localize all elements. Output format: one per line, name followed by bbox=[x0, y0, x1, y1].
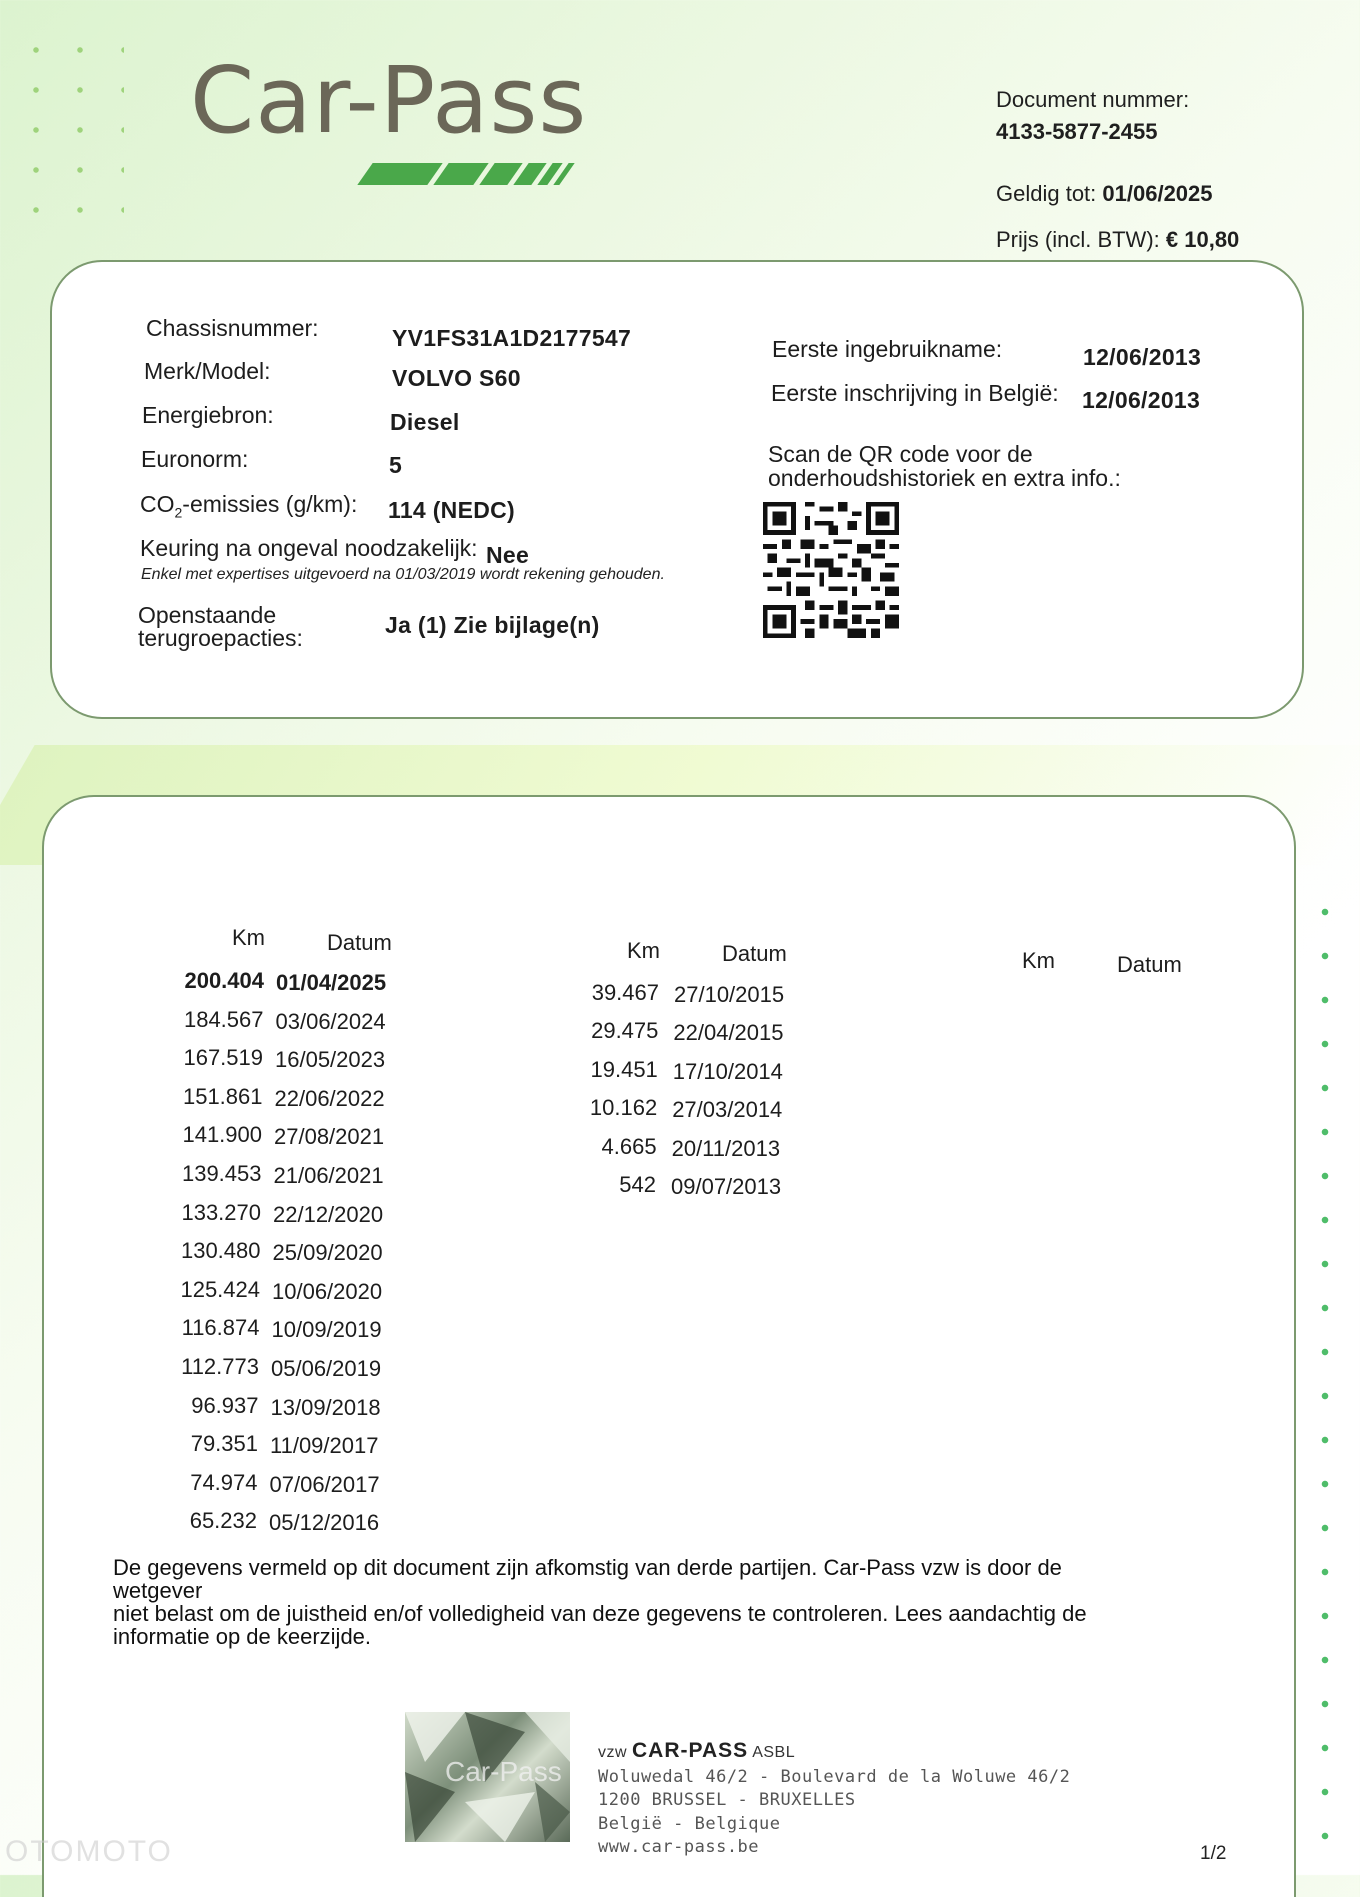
co2-value: 114 (NEDC) bbox=[388, 497, 515, 523]
valid-until: 01/06/2025 bbox=[1102, 180, 1213, 206]
mileage-date: 07/06/2017 bbox=[269, 1471, 380, 1497]
fuel-value: Diesel bbox=[390, 409, 460, 435]
first-use-value: 12/06/2013 bbox=[1083, 344, 1202, 370]
org-name: CAR-PASS bbox=[632, 1739, 749, 1762]
logo-text: Car-Pass bbox=[190, 47, 588, 154]
document-number-label: Document nummer: bbox=[996, 87, 1190, 112]
mileage-date: 05/06/2019 bbox=[271, 1356, 382, 1381]
decorative-dots-right bbox=[1318, 890, 1332, 1860]
car-pass-logo bbox=[190, 47, 590, 195]
disclaimer-line2: niet belast om de juistheid en/of volledigheid van deze gegevens te controleren. Lees aandachtig de bbox=[113, 1601, 1087, 1627]
recall-label bbox=[138, 604, 303, 650]
mileage-date: 10/06/2020 bbox=[272, 1278, 383, 1304]
co2-label bbox=[140, 491, 357, 521]
mileage-date: 17/10/2014 bbox=[672, 1058, 783, 1084]
qr-instructions-line2: onderhoudshistoriek en extra info.: bbox=[768, 465, 1121, 492]
qr-code-icon[interactable] bbox=[763, 502, 899, 638]
mileage-km: 167.519 bbox=[183, 1045, 263, 1071]
mileage-km: 542 bbox=[619, 1172, 656, 1197]
mileage-km: 29.475 bbox=[591, 1018, 659, 1044]
footer-address bbox=[598, 1737, 1070, 1860]
mileage-history-panel bbox=[42, 795, 1296, 1897]
chassis-label: Chassisnummer: bbox=[146, 315, 319, 341]
mileage-km: 125.424 bbox=[180, 1276, 260, 1302]
disclaimer-line1: De gegevens vermeld op dit document zijn afkomstig van derde partijen. Car-Pass vzw is door de wetgever bbox=[113, 1555, 1062, 1604]
qr-instructions bbox=[768, 442, 1121, 490]
mileage-date: 20/11/2013 bbox=[671, 1135, 781, 1161]
mileage-km: 141.900 bbox=[182, 1122, 262, 1148]
mileage-date: 10/09/2019 bbox=[271, 1317, 382, 1343]
mileage-date: 01/04/2025 bbox=[276, 970, 387, 995]
mileage-km: 112.773 bbox=[181, 1354, 259, 1379]
recall-label-line1: Openstaande bbox=[138, 602, 277, 628]
price-label: Prijs (incl. BTW): bbox=[996, 226, 1160, 252]
card-text: Car-Pass bbox=[445, 1756, 562, 1787]
mileage-date: 27/10/2015 bbox=[674, 982, 785, 1007]
mileage-km: 184.567 bbox=[183, 1006, 264, 1032]
inspection-note: Enkel met expertises uitgevoerd na 01/03/2019 wordt rekening gehouden. bbox=[141, 566, 665, 583]
disclaimer bbox=[113, 1556, 1133, 1648]
document-number: 4133-5877-2455 bbox=[996, 118, 1158, 144]
co2-label-pre: CO bbox=[140, 491, 175, 517]
col3-km-header: Km bbox=[1022, 948, 1055, 973]
address-line2: 1200 BRUSSEL - BRUXELLES bbox=[598, 1790, 856, 1811]
disclaimer-line3: informatie op de keerzijde. bbox=[113, 1624, 372, 1650]
mileage-km: 151.861 bbox=[182, 1083, 263, 1109]
logo-bars-icon bbox=[365, 163, 567, 185]
mileage-date: 27/03/2014 bbox=[672, 1097, 783, 1123]
inspection-value: Nee bbox=[486, 542, 530, 568]
chassis-value: YV1FS31A1D2177547 bbox=[392, 325, 632, 351]
price: € 10,80 bbox=[1165, 226, 1240, 252]
mileage-date: 13/09/2018 bbox=[270, 1394, 381, 1420]
mileage-km: 65.232 bbox=[189, 1508, 257, 1534]
website-link[interactable]: www.car-pass.be bbox=[598, 1837, 760, 1858]
mileage-km: 130.480 bbox=[180, 1238, 261, 1264]
mileage-date: 22/12/2020 bbox=[273, 1201, 384, 1227]
mileage-km: 79.351 bbox=[190, 1431, 258, 1457]
valid-until-label: Geldig tot: bbox=[996, 180, 1097, 206]
mileage-km: 116.874 bbox=[181, 1315, 260, 1341]
mileage-date: 25/09/2020 bbox=[272, 1240, 383, 1266]
first-use-label: Eerste ingebruikname: bbox=[772, 336, 1003, 362]
mileage-km: 96.937 bbox=[191, 1392, 259, 1418]
col3-date-header: Datum bbox=[1117, 952, 1182, 977]
mileage-date: 03/06/2024 bbox=[275, 1008, 386, 1034]
euronorm-value: 5 bbox=[389, 452, 403, 478]
co2-label-post: -emissies (g/km): bbox=[182, 491, 358, 517]
mileage-date: 21/06/2021 bbox=[273, 1163, 384, 1188]
mileage-date: 22/06/2022 bbox=[274, 1085, 385, 1111]
mileage-date: 05/12/2016 bbox=[269, 1510, 380, 1536]
mileage-km: 200.404 bbox=[184, 968, 264, 993]
model-label: Merk/Model: bbox=[144, 358, 271, 384]
org-prefix: vzw bbox=[598, 1744, 628, 1761]
recall-value: Ja (1) Zie bijlage(n) bbox=[385, 612, 600, 638]
fuel-label: Energiebron: bbox=[142, 402, 274, 428]
address-line3: België - Belgique bbox=[598, 1813, 781, 1834]
model-value: VOLVO S60 bbox=[392, 365, 521, 391]
col1-km-header: Km bbox=[232, 925, 265, 950]
address-line1: Woluwedal 46/2 - Boulevard de la Woluwe 46/2 bbox=[598, 1766, 1071, 1787]
car-pass-card-image bbox=[405, 1712, 570, 1842]
mileage-km: 133.270 bbox=[181, 1199, 261, 1225]
first-registration-label: Eerste inschrijving in België: bbox=[771, 380, 1059, 406]
decorative-dots-top-left bbox=[14, 30, 124, 230]
mileage-date: 09/07/2013 bbox=[671, 1174, 782, 1199]
recall-label-line2: terugroepacties: bbox=[138, 625, 303, 651]
col2-date-header: Datum bbox=[722, 941, 787, 966]
mileage-km: 139.453 bbox=[181, 1161, 262, 1186]
mileage-km: 74.974 bbox=[190, 1469, 258, 1495]
mileage-km: 10.162 bbox=[589, 1095, 658, 1121]
col2-km-header: Km bbox=[627, 938, 660, 963]
euronorm-label: Euronorm: bbox=[141, 446, 249, 472]
mileage-date: 27/08/2021 bbox=[274, 1124, 385, 1150]
inspection-label: Keuring na ongeval noodzakelijk: bbox=[140, 535, 478, 561]
first-registration-value: 12/06/2013 bbox=[1082, 387, 1201, 413]
org-suffix: ASBL bbox=[752, 1744, 796, 1761]
qr-instructions-line1: Scan de QR code voor de bbox=[768, 441, 1033, 467]
mileage-date: 16/05/2023 bbox=[275, 1047, 386, 1073]
mileage-km: 4.665 bbox=[601, 1133, 657, 1159]
mileage-km: 19.451 bbox=[590, 1056, 658, 1082]
co2-label-sub: 2 bbox=[174, 504, 183, 521]
document-meta bbox=[996, 84, 1239, 270]
mileage-date: 22/04/2015 bbox=[673, 1020, 784, 1046]
watermark: OTOMOTO bbox=[5, 1835, 173, 1868]
mileage-date: 11/09/2017 bbox=[270, 1433, 379, 1459]
page-number: 1/2 bbox=[1200, 1843, 1227, 1864]
mileage-km: 39.467 bbox=[591, 980, 659, 1005]
col1-date-header: Datum bbox=[327, 930, 392, 955]
